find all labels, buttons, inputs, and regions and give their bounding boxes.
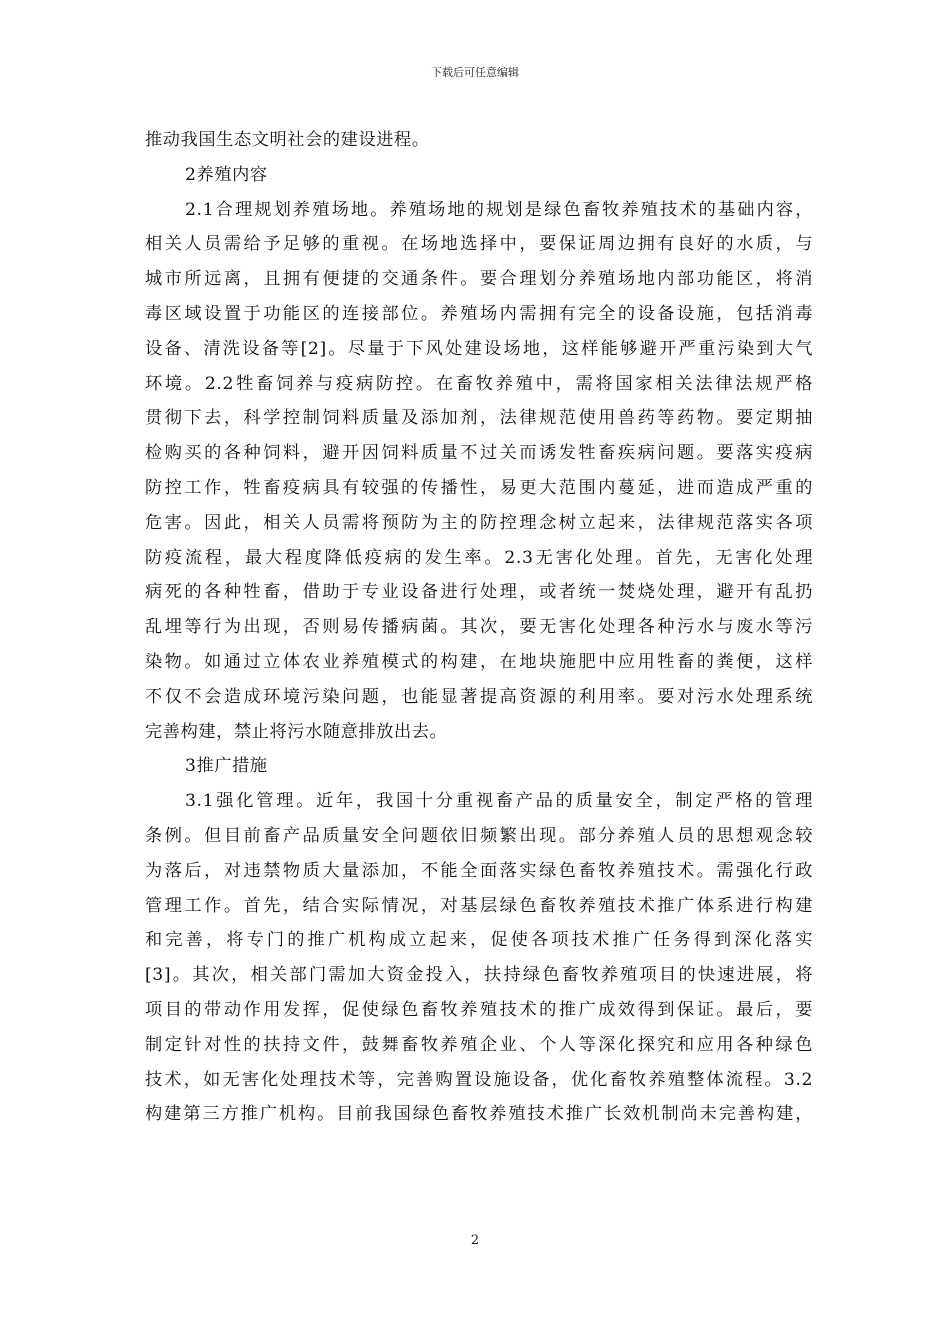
text-line: 贯彻下去，科学控制饲料质量及添加剂，法律规范使用兽药等药物。要定期抽 bbox=[145, 408, 813, 429]
text-line: 城市所远离，且拥有便捷的交通条件。要合理划分养殖场地内部功能区，将消 bbox=[145, 269, 813, 290]
text-line: 病死的各种牲畜，借助于专业设备进行处理，或者统一焚烧处理，避开有乱扔 bbox=[145, 582, 813, 603]
text-line: 技术，如无害化处理技术等，完善购置设施设备，优化畜牧养殖整体流程。3.2 bbox=[145, 1069, 813, 1090]
text-line: 2养殖内容 bbox=[185, 164, 268, 185]
text-line: 相关人员需给予足够的重视。在场地选择中，要保证周边拥有良好的水质，与 bbox=[145, 234, 813, 255]
text-line: 环境。2.2牲畜饲养与疫病防控。在畜牧养殖中，需将国家相关法律法规严格 bbox=[145, 373, 813, 394]
text-line: 防疫流程，最大程度降低疫病的发生率。2.3无害化处理。首先，无害化处理 bbox=[145, 547, 813, 568]
text-line: 2.1合理规划养殖场地。养殖场地的规划是绿色畜牧养殖技术的基础内容， bbox=[185, 199, 813, 220]
text-line: 染物。如通过立体农业养殖模式的构建，在地块施肥中应用牲畜的粪便，这样 bbox=[145, 651, 813, 672]
text-line: 防控工作，牲畜疫病具有较强的传播性，易更大范围内蔓延，进而造成严重的 bbox=[145, 477, 813, 498]
text-line: 设备、清洗设备等[2]。尽量于下风处建设场地，这样能够避开严重污染到大气 bbox=[145, 338, 813, 359]
text-line: 制定针对性的扶持文件，鼓舞畜牧养殖企业、个人等深化探究和应用各种绿色 bbox=[145, 1034, 813, 1055]
text-line: 构建第三方推广机构。目前我国绿色畜牧养殖技术推广长效机制尚未完善构建， bbox=[145, 1104, 813, 1125]
text-line: [3]。其次，相关部门需加大资金投入，扶持绿色畜牧养殖项目的快速进展，将 bbox=[145, 965, 813, 986]
page-header: 下载后可任意编辑 bbox=[431, 66, 519, 79]
text-line: 为落后，对违禁物质大量添加，不能全面落实绿色畜牧养殖技术。需强化行政 bbox=[145, 860, 813, 881]
text-line: 完善构建，禁止将污水随意排放出去。 bbox=[145, 721, 448, 742]
text-line: 检购买的各种饲料，避开因饲料质量不过关而诱发牲畜疾病问题。要落实疫病 bbox=[145, 443, 813, 464]
text-line: 不仅不会造成环境污染问题，也能显著提高资源的利用率。要对污水处理系统 bbox=[145, 686, 813, 707]
text-line: 推动我国生态文明社会的建设进程。 bbox=[145, 130, 430, 150]
text-line: 乱埋等行为出现，否则易传播病菌。其次，要无害化处理各种污水与废水等污 bbox=[145, 617, 813, 638]
text-line: 3.1强化管理。近年，我国十分重视畜产品的质量安全，制定严格的管理 bbox=[185, 791, 813, 812]
text-line: 项目的带动作用发挥，促使绿色畜牧养殖技术的推广成效得到保证。最后，要 bbox=[145, 999, 813, 1020]
page-number: 2 bbox=[470, 1233, 480, 1248]
text-line: 条例。但目前畜产品质量安全问题依旧频繁出现。部分养殖人员的思想观念较 bbox=[145, 825, 813, 846]
text-line: 和完善，将专门的推广机构成立起来，促使各项技术推广任务得到深化落实 bbox=[145, 930, 813, 951]
text-line: 3推广措施 bbox=[185, 756, 268, 777]
text-line: 毒区域设置于功能区的连接部位。养殖场内需拥有完全的设备设施，包括消毒 bbox=[145, 303, 813, 324]
text-line: 管理工作。首先，结合实际情况，对基层绿色畜牧养殖技术推广体系进行构建 bbox=[145, 895, 813, 916]
document-body bbox=[145, 123, 813, 1132]
text-line: 危害。因此，相关人员需将预防为主的防控理念树立起来，法律规范落实各项 bbox=[145, 512, 813, 533]
